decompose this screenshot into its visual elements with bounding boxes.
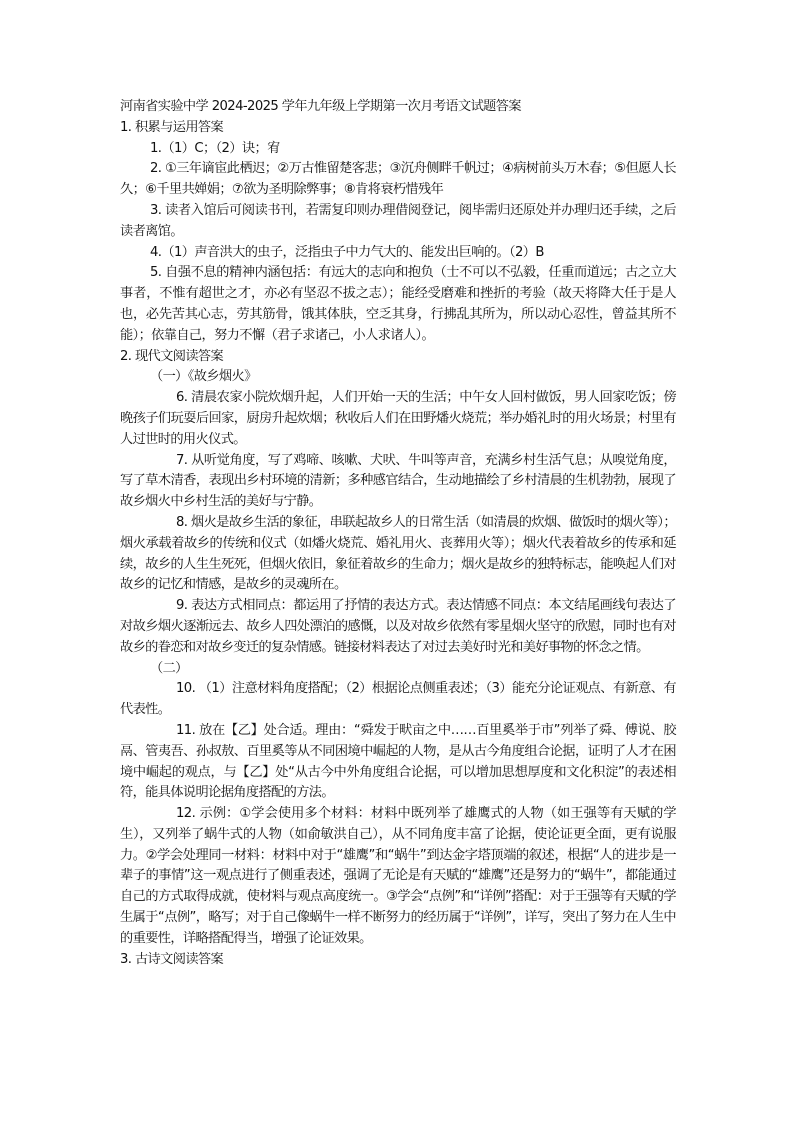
answer-document [120, 97, 676, 970]
section-classical-reading [120, 950, 676, 971]
document-title: 河南省实验中学 2024-2025 学年九年级上学期第一次月考语文试题答案 [120, 99, 521, 114]
answer-3: 3. 读者入馆后可阅读书刊，若需复印则办理借阅登记，阅毕需归还原处并办理归还手续，之后读者离馆。 [120, 202, 676, 239]
answer-6: 6. 清晨农家小院炊烟升起，人们开始一天的生活；中午女人回村做饭，男人回家吃饭；傍晚孩子们玩耍后回家，厨房升起炊烟；秋收后人们在田野燔火烧荒；举办婚礼时的用火场景；村里有人过世时的用火仪式。 [120, 390, 676, 447]
answer-4: 4.（1）声音洪大的虫子，泛指虫子中力气大的、能发出巨响的。（2）B [150, 244, 544, 260]
answer-7: 7. 从听觉角度，写了鸡啼、咳嗽、犬吠、牛叫等声音，充满乡村生活气息；从嗅觉角度，写了草木清香，表现出乡村环境的清新；多种感官结合，生动地描绘了乡村清晨的生机勃勃，展现了故乡烟火中乡村生活的美好与宁静。 [120, 452, 676, 510]
subsection-heading-2: （二） [150, 660, 188, 676]
section-accumulation [120, 118, 676, 347]
answer-10: 10. （1）注意材料角度搭配；（2）根据论点侧重表述；（3）能充分论证观点、有新意、有代表性。 [120, 681, 676, 718]
answer-11: 11. 放在【乙】处合适。理由：“舜发于畎亩之中……百里奚举于市”列举了舜、傅说、胶鬲、管夷吾、孙叔敖、百里奚等从不同困境中崛起的人物，是从古今角度组合论据，证明了人才在困境中崛起的观点，与【乙】处“从古今中外角度组合论据，可以增加思想厚度和文化积淀”的表述相符，能具体说明论据角度搭配的方法。 [120, 722, 676, 801]
section-heading-modern-reading: 2. 现代文阅读答案 [120, 348, 224, 364]
subsection-heading-1: （一）《故乡烟火》 [150, 369, 257, 385]
subsection-argumentation [120, 659, 676, 950]
answer-1: 1.（1）C；（2）诀；宥 [150, 140, 280, 156]
answer-9: 9. 表达方式相同点：都运用了抒情的表达方式。表达情感不同点：本文结尾画线句表达了对故乡烟火逐渐远去、故乡人四处漂泊的感慨，以及对故乡依然有零星烟火坚守的欣慰，同时也有对故乡的眷恋和对故乡变迁的复杂情感。链接材料表达了对过去美好时光和美好事物的怀念之情。 [120, 598, 676, 655]
section-modern-reading [120, 347, 676, 950]
section-heading-classical-reading: 3. 古诗文阅读答案 [120, 951, 224, 967]
answer-2: 2. ①三年谪宦此栖迟；②万古惟留楚客悲；③沉舟侧畔千帆过；④病树前头万木春；⑤但愿人长久；⑥千里共婵娟；⑦欲为圣明除弊事；⑧肯将衰朽惜残年 [120, 161, 676, 198]
answer-8: 8. 烟火是故乡生活的象征，串联起故乡人的日常生活（如清晨的炊烟、做饭时的烟火等）；烟火承载着故乡的传统和仪式（如燔火烧荒、婚礼用火、丧葬用火等）；烟火代表着故乡的传承和延续，故乡的人生生死死，但烟火依旧，象征着故乡的生命力；烟火是故乡的独特标志，能唤起人们对故乡的记忆和情感，是故乡的灵魂所在。 [120, 514, 676, 593]
answer-5: 5. 自强不息的精神内涵包括：有远大的志向和抱负（士不可以不弘毅，任重而道远；古之立大事者，不惟有超世之才，亦必有坚忍不拔之志）；能经受磨难和挫折的考验（故天将降大任于是人也，必先苦其心志，劳其筋骨，饿其体肤，空乏其身，行拂乱其所为，所以动心忍性，曾益其所不能）；依靠自己，努力不懈（君子求诸己，小人求诸人）。 [120, 265, 676, 343]
answer-12: 12. 示例：①学会使用多个材料：材料中既列举了雄鹰式的人物（如王强等有天赋的学生），又列举了蜗牛式的人物（如俞敏洪自己），从不同角度丰富了论据，使论证更全面，更有说服力。②学会处理同一材料：材料中对于“雄鹰”和“蜗牛”到达金字塔顶端的叙述，根据“人的进步是一辈子的事情”这一观点进行了侧重表述，强调了无论是有天赋的“雄鹰”还是努力的“蜗牛”，都能通过自己的方式取得成就，使材料与观点高度统一。③学会“点例”和“详例”搭配：对于王强等有天赋的学生属于“点例”，略写；对于自己像蜗牛一样不断努力的经历属于“详例”，详写，突出了努力在人生中的重要性，详略搭配得当，增强了论证效果。 [120, 806, 676, 946]
section-heading-accumulation: 1. 积累与运用答案 [120, 119, 224, 135]
subsection-hometown-fireworks [120, 367, 676, 658]
